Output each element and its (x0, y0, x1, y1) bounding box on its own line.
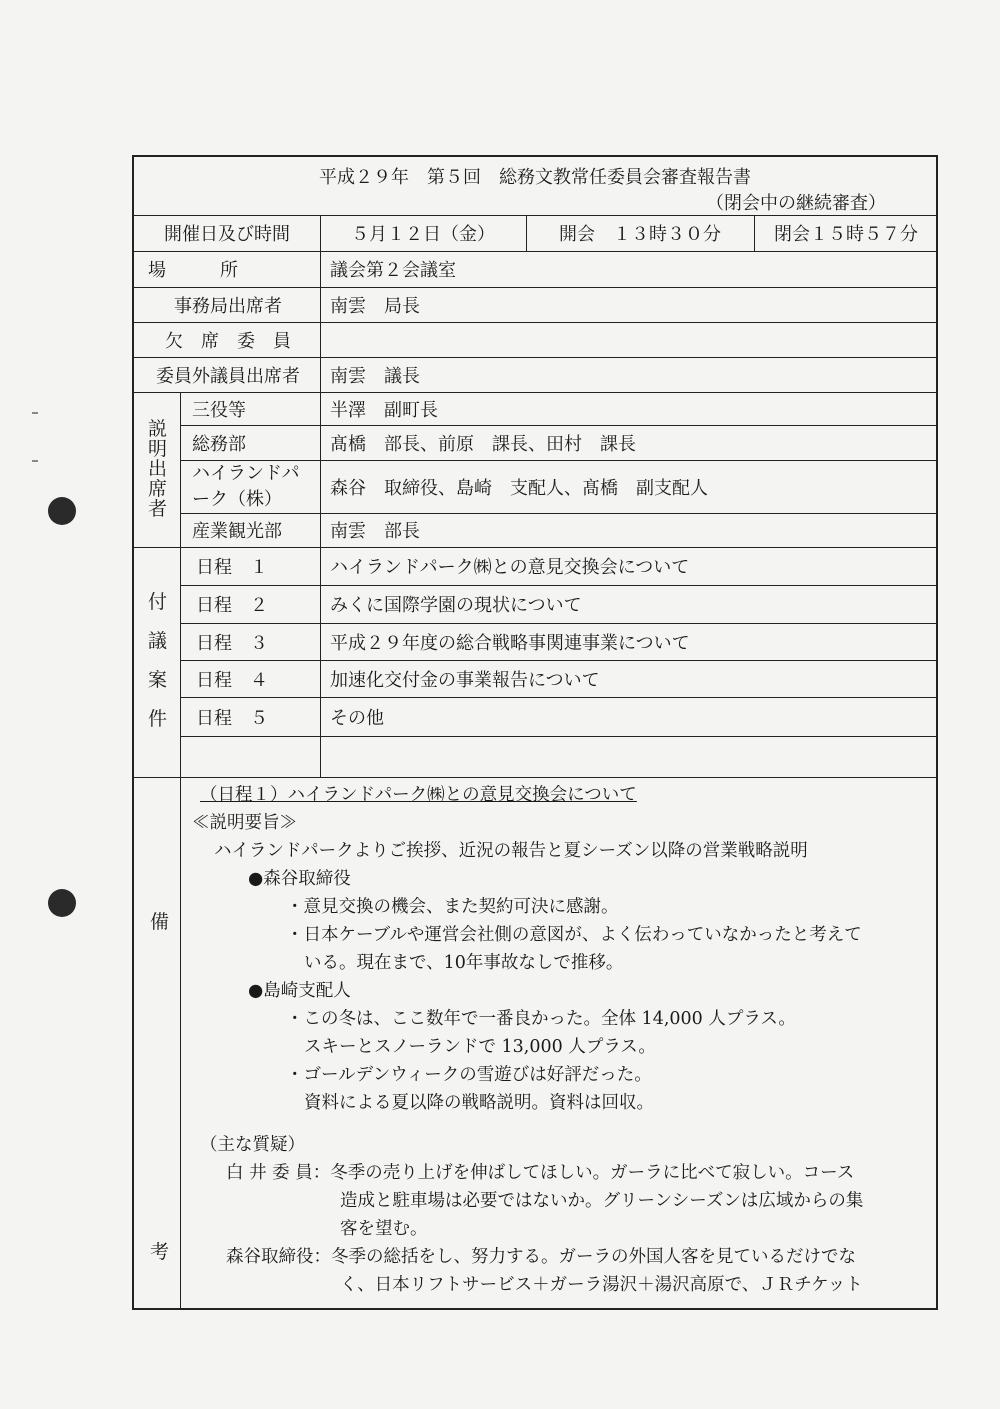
info-row (134, 322, 936, 358)
agenda-no: 日程 ５ (196, 707, 268, 729)
agenda-item: ハイランドパーク㈱との意見交換会について (330, 557, 690, 578)
notes-label-2: 考 (150, 1241, 170, 1263)
notes-line: ハイランドパークよりご挨拶、近況の報告と夏シーズン以降の営業戦略説明 (214, 841, 808, 861)
explain-section (134, 392, 936, 548)
agenda-no: 日程 ２ (196, 595, 268, 616)
report-subtitle: （閉会中の継続審査） (706, 193, 886, 214)
info-row (134, 357, 936, 393)
margin-mark (32, 460, 38, 462)
agenda-item: 平成２９年度の総合戦略事関連事業について (330, 632, 690, 654)
notes-qa-line: 造成と駐車場は必要ではないか。グリーンシーズンは広域からの集 (340, 1191, 864, 1211)
info-value: 議会第２会議室 (330, 260, 456, 281)
date-label: 開催日及び時間 (164, 224, 290, 245)
info-value: 南雲 議長 (330, 365, 420, 387)
binder-hole (48, 497, 76, 525)
info-label: 委員外議員出席者 (156, 365, 300, 387)
notes-line: ・この冬は、ここ数年で一番良かった。全体 14,000 人プラス。 (286, 1009, 796, 1029)
notes-qa-line: 森谷取締役：冬季の総括をし、努力する。ガーラの外国人客を見ているだけでな (226, 1247, 856, 1267)
notes-label-1: 備 (150, 911, 170, 933)
info-label: 欠 席 委 員 (165, 330, 291, 352)
meeting-date: ５月１２日（金） (351, 224, 495, 245)
agenda-item: 加速化交付金の事業報告について (330, 669, 600, 691)
notes-qa-heading: （主な質疑） (200, 1135, 305, 1155)
notes-line: ・意見交換の機会、また契約可決に感謝。 (286, 897, 619, 917)
agenda-no: 日程 ３ (196, 632, 268, 654)
notes-line: ・日本ケーブルや運営会社側の意図が、よく伝わっていなかったと考えて (286, 925, 862, 945)
margin-mark (32, 412, 38, 414)
explain-dept: 三役等 (192, 399, 246, 421)
info-row (134, 287, 936, 323)
notes-line: いる。現在まで、10年事故なしで推移。 (304, 953, 624, 973)
agenda-group-label: 付 議 案 件 (148, 591, 168, 730)
explain-people: 半澤 副町長 (330, 399, 438, 421)
agenda-item: その他 (330, 707, 384, 729)
notes-qa-line: 白 井 委 員：冬季の売り上げを伸ばしてほしい。ガーラに比べて寂しい。コース (226, 1163, 855, 1183)
info-value: 南雲 局長 (330, 295, 420, 317)
notes-line: ・ゴールデンウィークの雪遊びは好評だった。 (286, 1065, 652, 1085)
explain-dept: 産業観光部 (192, 521, 282, 542)
info-label: 事務局出席者 (174, 295, 282, 317)
notes-subheading: ≪説明要旨≫ (192, 813, 297, 833)
notes-speaker: ●島崎支配人 (248, 981, 351, 1001)
notes-line: スキーとスノーランドで 13,000 人プラス。 (304, 1037, 656, 1057)
agenda-section (134, 547, 936, 778)
notes-line: 資料による夏以降の戦略説明。資料は回収。 (304, 1093, 654, 1113)
date-row (134, 215, 936, 252)
info-label: 場 所 (148, 260, 238, 281)
agenda-item: みくに国際学園の現状について (330, 595, 582, 616)
info-row (134, 251, 936, 288)
notes-heading: （日程１）ハイランドパーク㈱との意見交換会について (200, 785, 637, 805)
report-title: 平成２９年 第５回 総務文教常任委員会審査報告書 (319, 167, 751, 188)
agenda-no: 日程 ４ (196, 669, 268, 691)
agenda-no: 日程 １ (196, 557, 268, 578)
title-row (134, 157, 936, 216)
explain-people: 森谷 取締役、島崎 支配人、髙橋 副支配人 (330, 477, 708, 499)
notes-section (134, 777, 936, 1308)
explain-people: 南雲 部長 (330, 521, 420, 542)
notes-qa-line: 客を望む。 (340, 1219, 428, 1239)
explain-dept: 総務部 (192, 433, 246, 455)
explain-group-label: 説 明 出 席 者 (148, 418, 168, 520)
open-time: 開会 １３時３０分 (559, 224, 721, 245)
notes-speaker: ●森谷取締役 (248, 869, 351, 889)
explain-dept: ハイランドパーク（株） (192, 462, 300, 510)
binder-hole (48, 889, 76, 917)
report-table (132, 155, 938, 1310)
notes-qa-line: く、日本リフトサービス＋ガーラ湯沢＋湯沢高原で、ＪＲチケット (340, 1275, 863, 1295)
explain-people: 髙橋 部長、前原 課長、田村 課長 (330, 433, 636, 455)
close-time: 閉会１５時５７分 (774, 224, 918, 245)
